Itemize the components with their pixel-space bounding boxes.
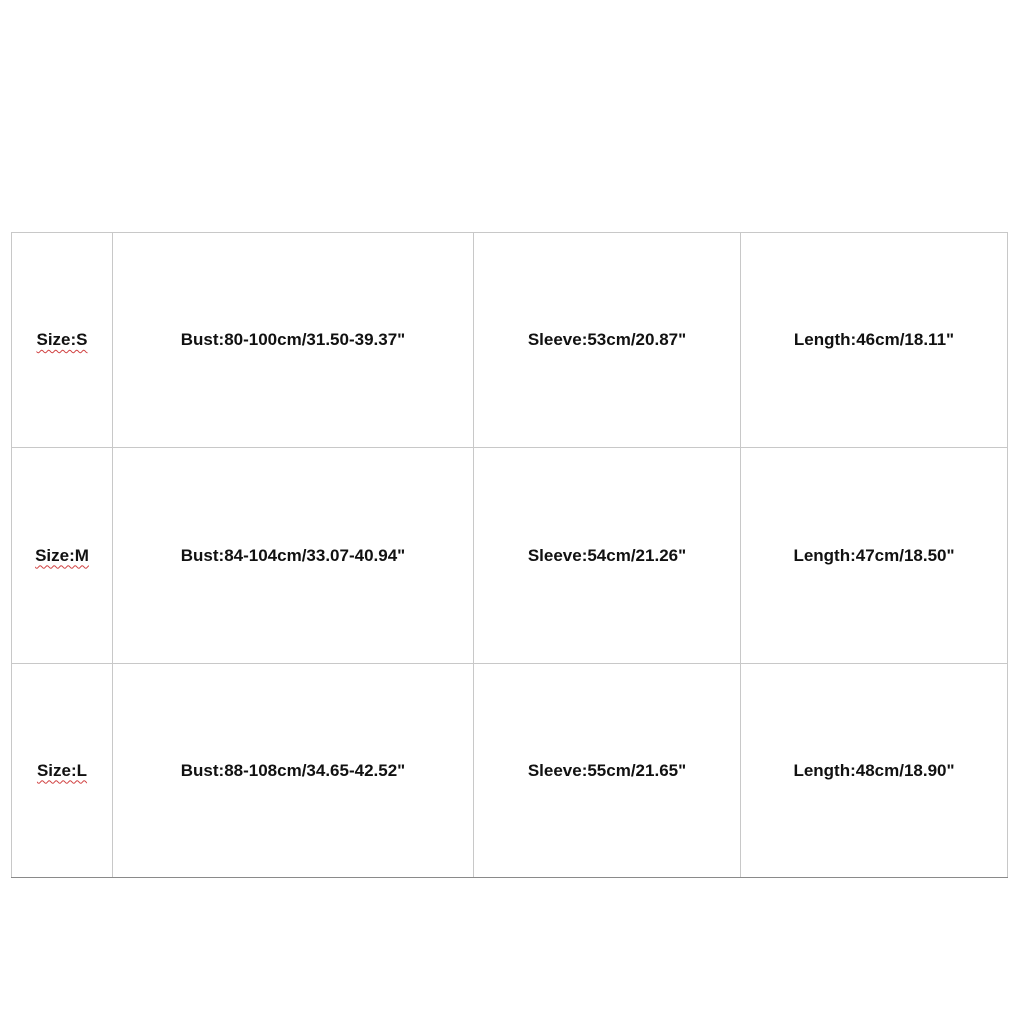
size-cell	[12, 448, 113, 664]
length-cell: Length:47cm/18.50"	[741, 448, 1008, 664]
size-label: Size:L	[36, 760, 88, 780]
table-row	[12, 664, 1008, 878]
sleeve-cell: Sleeve:55cm/21.65"	[474, 664, 741, 878]
length-cell: Length:46cm/18.11"	[741, 233, 1008, 448]
size-cell	[12, 233, 113, 448]
bust-cell: Bust:84-104cm/33.07-40.94"	[113, 448, 474, 664]
table-row	[12, 448, 1008, 664]
size-cell	[12, 664, 113, 878]
size-chart-table	[11, 232, 1008, 878]
table-row	[12, 233, 1008, 448]
bust-cell: Bust:80-100cm/31.50-39.37"	[113, 233, 474, 448]
length-cell: Length:48cm/18.90"	[741, 664, 1008, 878]
size-label: Size:M	[35, 545, 89, 565]
sleeve-cell: Sleeve:54cm/21.26"	[474, 448, 741, 664]
bust-cell: Bust:88-108cm/34.65-42.52"	[113, 664, 474, 878]
size-label: Size:S	[36, 330, 88, 349]
sleeve-cell: Sleeve:53cm/20.87"	[474, 233, 741, 448]
